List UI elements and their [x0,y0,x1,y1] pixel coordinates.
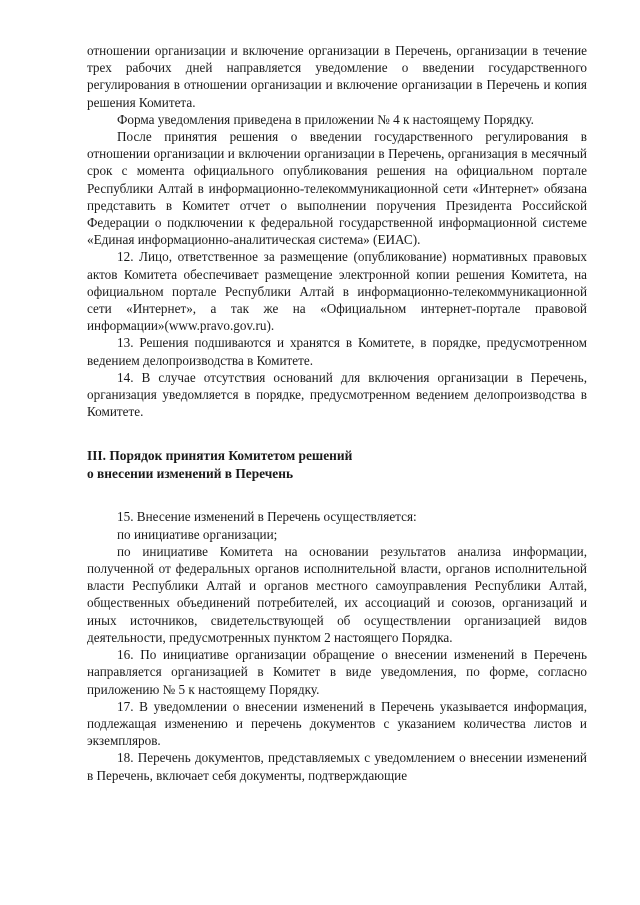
paragraph-item-13: 13. Решения подшиваются и хранятся в Комитете, в порядке, предусмотренном ведением делопроизводства в Комитете. [87,335,587,368]
section-heading-line-2: о внесении изменений в Перечень [87,466,294,482]
paragraph-item-17: 17. В уведомлении о внесении изменений в Перечень указывается информация, подлежащая изменению и перечень документов с указанием количества листов и экземпляров. [87,698,587,749]
paragraph-item-14: 14. В случае отсутствия оснований для включения организации в Перечень, организация уведомляется в порядке, предусмотренном ведением делопроизводства в Комитете. [87,369,587,420]
paragraph-item-18: 18. Перечень документов, представляемых с уведомлением о внесении изменений в Перечень, включает себя документы, подтверждающие [87,750,587,783]
paragraph-item-15: 15. Внесение изменений в Перечень осуществляется: [117,509,417,525]
paragraph-initiative-committee: по инициативе Комитета на основании результатов анализа информации, полученной от федеральных органов исполнительной власти, органов исполнительной власти Республики Алтай и органов местного самоуправления Республики Алтай, общественных объединений потребителей, их ассоциаций и союзов, организаций и иных источников, свидетельствующей об осуществлении организацией видов деятельности, предусмотренных пунктом 2 настоящего Порядка. [87,543,587,645]
paragraph-continuation: отношении организации и включение организации в Перечень, организации в течение трех рабочих дней направляется уведомление о введении государственного регулирования в отношении организации и включение организации в Перечень и копия решения Комитета. [87,43,587,110]
paragraph-initiative-organization: по инициативе организации; [117,526,278,542]
paragraph-item-16: 16. По инициативе организации обращение о внесении изменений в Перечень направляется организацией в Комитет в виде уведомления, по форме, согласно приложению № 5 к настоящему Порядку. [87,647,587,697]
section-heading-line-1: III. Порядок принятия Комитетом решений [87,448,353,464]
document-body [87,42,587,784]
paragraph-form-reference: Форма уведомления приведена в приложении № 4 к настоящему Порядку. [117,111,534,127]
paragraph-eias-report: После принятия решения о введении государственного регулирования в отношении организации и включении организации в Перечень, организация в месячный срок с момента официального опубликования решения на официальном портале Республики Алтай в информационно-телекоммуникационной сети «Интернет» обязана представить в Комитет отчет о выполнении поручения Президента Российской Федерации о подключении к федеральной государственной информационной системе «Единая информационно-аналитическая система» (ЕИАС). [87,129,587,248]
paragraph-item-12: 12. Лицо, ответственное за размещение (опубликование) нормативных правовых актов Комитета обеспечивает размещение электронной копии решения Комитета, на официальном портале Республики Алтай в информационно-телекоммуникационной сети «Интернет», а так же на «Официальном интернет-портале правовой информации»(www.pravo.gov.ru). [87,249,587,334]
